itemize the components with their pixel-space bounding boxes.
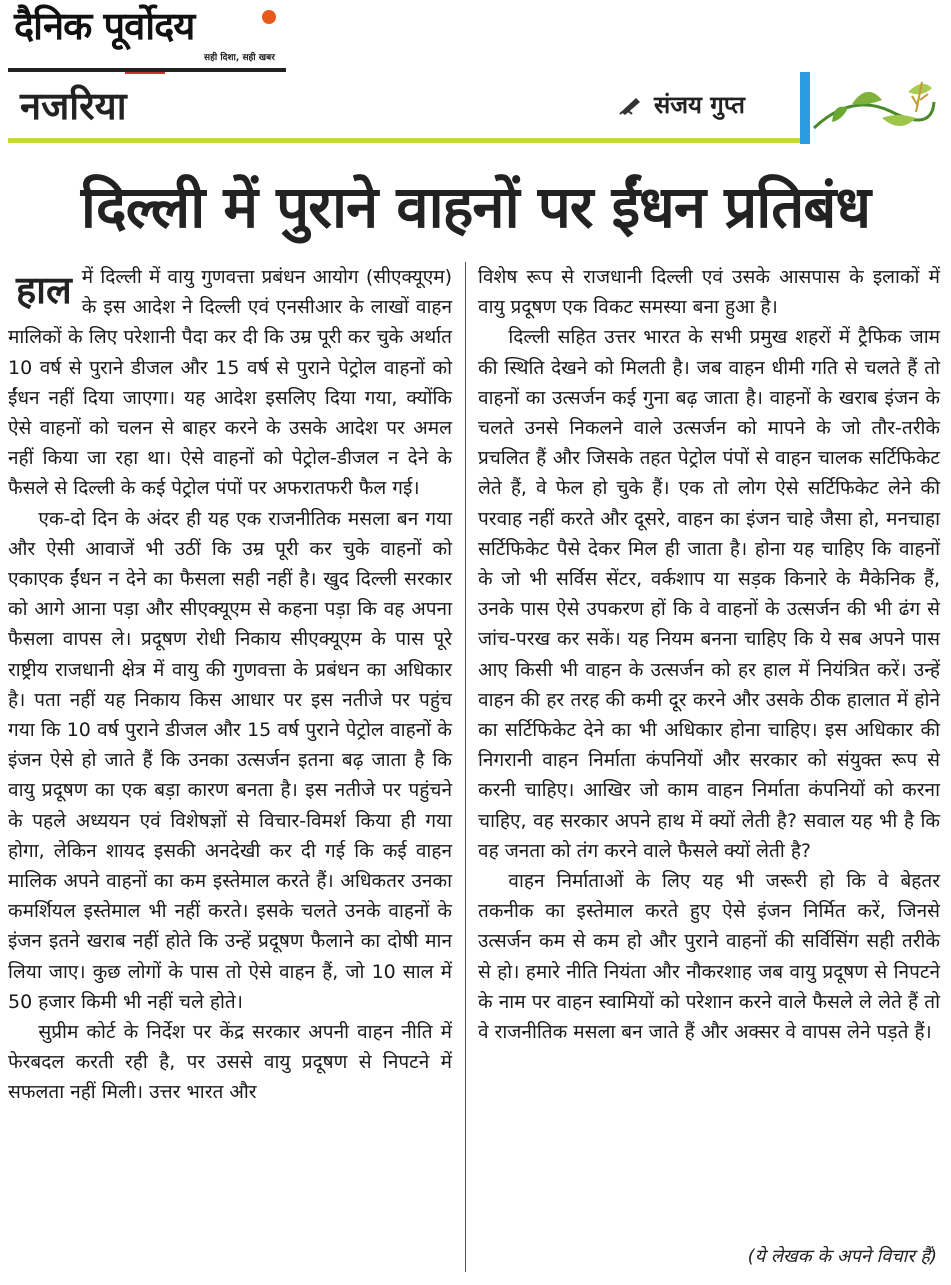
- decorative-blue-bar: [800, 72, 810, 144]
- leaf-decoration-icon: [812, 72, 937, 144]
- newspaper-logo: दैनिक पूर्वोदय: [14, 4, 195, 48]
- masthead-accent: [125, 72, 165, 74]
- article-paragraph: हाल में दिल्ली में वायु गुणवत्ता प्रबंधन आयोग (सीएक्यूएम) के इस आदेश ने दिल्ली एवं एनसीआर के लाखों वाहन मालिकों के लिए परेशानी पैदा कर दी कि उम्र पूरी कर चुके अर्थात 10 वर्ष से पुराने डीजल और 15 वर्ष से पुराने पेट्रोल वाहनों को ईंधन नहीं दिया जाएगा। यह आदेश इसलिए दिया गया, क्योंकि ऐसे वाहनों को चलन से बाहर करने के उसके आदेश पर अमल नहीं किया जा रहा था। ऐसे वाहनों को पेट्रोल-डीजल न देने के फैसले से दिल्ली के कई पेट्रोल पंपों पर अफरातफरी फैल गई।: [8, 266, 452, 500]
- masthead: [14, 4, 284, 74]
- article-paragraph: सुप्रीम कोर्ट के निर्देश पर केंद्र सरकार अपनी वाहन नीति में फेरबदल करती रही है, पर उससे वायु प्रदूषण से निपटने में सफलता नहीं मिली। उत्तर भारत और: [8, 1021, 452, 1104]
- article-paragraph: विशेष रूप से राजधानी दिल्ली एवं उसके आसपास के इलाकों में वायु प्रदूषण एक विकट समस्या बना हुआ है।: [478, 266, 940, 319]
- pen-icon: [618, 94, 646, 116]
- article-paragraph: वाहन निर्माताओं के लिए यह भी जरूरी हो कि वे बेहतर तकनीक का इस्तेमाल करते हुए ऐसे इंजन निर्मित करें, जिनसे उत्सर्जन कम से कम हो और पुराने वाहनों की सर्विसिंग सही तरीके से हो। हमारे नीति नियंता और नौकरशाह जब वायु प्रदूषण से निपटने के नाम पर वाहन स्वामियों को परेशान करने वाले फैसले ले लेते हैं तो वे राजनीतिक मसला बन जाते हैं और अक्सर वे वापस लेने पड़ते हैं।: [478, 870, 940, 1044]
- logo-dot-icon: [262, 10, 276, 24]
- section-title: नजरिया: [20, 84, 127, 128]
- author-byline: [618, 88, 745, 121]
- author-disclaimer: (ये लेखक के अपने विचार हैं): [747, 1246, 937, 1267]
- article-headline: दिल्ली में पुराने वाहनों पर ईंधन प्रतिबंध: [80, 173, 871, 241]
- column-divider: [465, 262, 466, 1272]
- article-paragraph: दिल्ली सहित उत्तर भारत के सभी प्रमुख शहरों में ट्रैफिक जाम की स्थिति देखने को मिलती है। जब वाहन धीमी गति से चलते हैं तो वाहनों का उत्सर्जन कई गुना बढ़ जाता है। वाहनों के खराब इंजन के चलते उनसे निकलने वाले उत्सर्जन को मापने के जो तौर-तरीके प्रचलित हैं और जिसके तहत पेट्रोल पंपों से वाहन चालक सर्टिफिकेट लेते हैं, वे फेल हो चुके हैं। एक तो लोग ऐसे सर्टिफिकेट लेने की परवाह नहीं करते और दूसरे, वाहन का इंजन चाहे जैसा हो, मनचाहा सर्टिफिकेट पैसे देकर मिल ही जाता है। होना यह चाहिए कि वाहनों के जो भी सर्विस सेंटर, वर्कशाप या सड़क किनारे के मैकेनिक हैं, उनके पास ऐसे उपकरण हों कि वे वाहनों के उत्सर्जन की भी ढंग से जांच-परख कर सकें। यह नियम बनना चाहिए कि ये सब अपने पास आए किसी भी वाहन के उत्सर्जन को हर हाल में नियंत्रित करें। उन्हें वाहन की हर तरह की कमी दूर करने और उसके ठीक हालात में होने का सर्टिफिकेट देने का भी अधिकार होना चाहिए। इस अधिकार की निगरानी वाहन निर्माता कंपनियों और सरकार को संयुक्त रूप से करनी चाहिए। आखिर जो काम वाहन निर्माता कंपनियों को करना चाहिए, वह सरकार अपने हाथ में क्यों लेती है? सवाल यह भी है कि वह जनता को तंग करने वाले फैसले क्यों लेती है?: [478, 326, 940, 862]
- masthead-tagline: सही दिशा, सही खबर: [204, 53, 275, 63]
- author-name: संजय गुप्त: [654, 91, 745, 119]
- article-column-right: [478, 262, 940, 1047]
- article-column-left: [8, 262, 452, 1108]
- section-rule: [8, 138, 800, 143]
- article-paragraph: एक-दो दिन के अंदर ही यह एक राजनीतिक मसला बन गया और ऐसी आवाजें भी उठीं कि उम्र पूरी कर चुके वाहनों को एकाएक ईंधन न देने का फैसला सही नहीं है। खुद दिल्ली सरकार को आगे आना पड़ा और सीएक्यूएम से कहना पड़ा कि वह अपना फैसला वापस ले। प्रदूषण रोधी निकाय सीएक्यूएम के पास पूरे राष्ट्रीय राजधानी क्षेत्र में वायु की गुणवत्ता के प्रबंधन का अधिकार है। पता नहीं यह निकाय किस आधार पर इस नतीजे पर पहुंच गया कि 10 वर्ष पुराने डीजल और 15 वर्ष पुराने पेट्रोल वाहनों के इंजन ऐसे हो जाते हैं कि उनका उत्सर्जन इतना बढ़ जाता है कि वायु प्रदूषण का एक बड़ा कारण बनता है। इस नतीजे पर पहुंचने के पहले अध्ययन एवं विशेषज्ञों से विचार-विमर्श किया ही गया होगा, लेकिन शायद इसकी अनदेखी कर दी गई कि कई वाहन मालिक अपने वाहनों का कम इस्तेमाल करते हैं। अधिकतर उनका कमर्शियल इस्तेमाल भी नहीं करते। इसके चलते उनके वाहनों के इंजन इतने खराब नहीं होते कि उन्हें प्रदूषण फैलाने का दोषी मान लिया जाए। कुछ लोगों के पास तो ऐसे वाहन हैं, जो 10 साल में 50 हजार किमी भी नहीं चले होते।: [8, 507, 452, 1013]
- drop-cap: हाल: [16, 268, 72, 312]
